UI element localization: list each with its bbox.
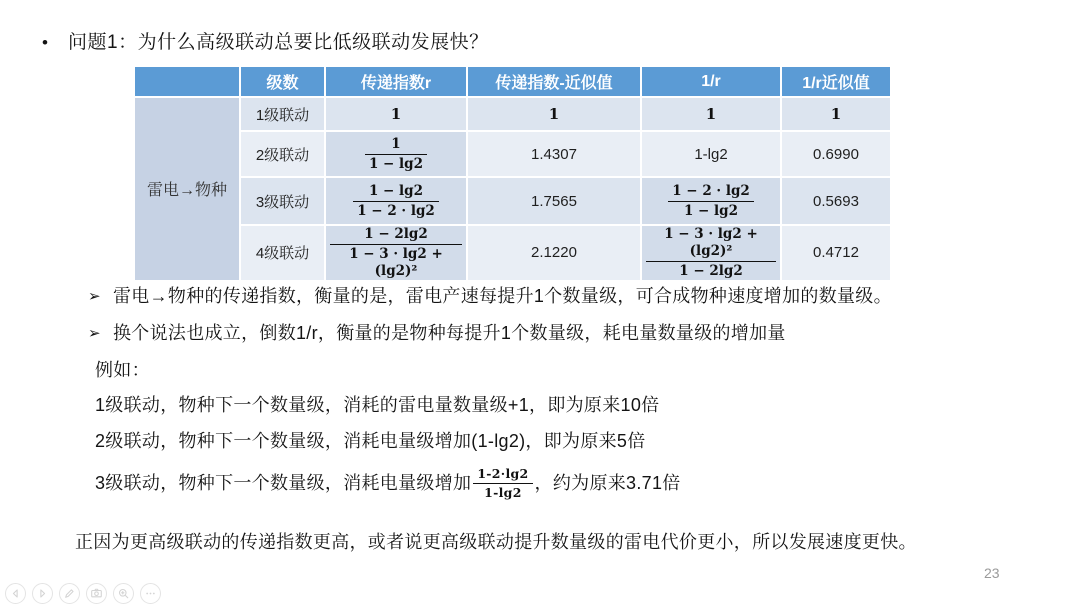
- example-line-3: [95, 466, 681, 500]
- pen-button[interactable]: [59, 583, 80, 604]
- example-line-2: 2级联动，物种下一个数量级，消耗电量级增加(1-lg2)，即为原来5倍: [95, 431, 646, 451]
- projector-icon: [87, 583, 106, 604]
- more-button[interactable]: [140, 583, 161, 604]
- inv-approx-cell: 0.6990: [782, 132, 890, 176]
- inv-cell: $\frac{\text{1 − 3 · lg2 +(lg2)²}}{1 - 2\lg 2}$: [642, 226, 780, 280]
- inv-cell: $\frac{1 - 2 \cdot \lg 2}{1 - \lg 2}$: [642, 178, 780, 224]
- bullet-line: [88, 285, 892, 308]
- col-header-level: 级数: [241, 67, 324, 96]
- table-header-row: [135, 67, 890, 96]
- slideshow-toolbar: [5, 583, 161, 604]
- page-title: 问题1：为什么高级联动总要比低级联动发展快？: [68, 32, 489, 53]
- col-header-r-approx: 传递指数-近似值: [468, 67, 640, 96]
- linkage-table: [133, 65, 892, 282]
- magnifier-icon: [114, 583, 133, 604]
- r-approx-cell: 1: [468, 98, 640, 130]
- col-header-inv-approx: 1/r近似值: [782, 67, 890, 96]
- more-icon: [141, 583, 160, 604]
- table-corner-cell: [135, 67, 239, 96]
- inv-cell: 1-lg2: [642, 132, 780, 176]
- r-cell: $\frac{1 - \lg 2}{1 - 2 \cdot \lg 2}$: [326, 178, 466, 224]
- level-cell: 3级联动: [241, 178, 324, 224]
- slide-title: [42, 31, 489, 55]
- linkage-table-container: [133, 65, 892, 282]
- table-row: [135, 226, 890, 280]
- example-line-3-prefix: 3级联动，物种下一个数量级，消耗电量级增加: [95, 472, 472, 493]
- examples-intro: 例如：: [95, 360, 150, 380]
- inv-approx-cell: 0.5693: [782, 178, 890, 224]
- row-group-label: 雷电→物种: [135, 98, 239, 280]
- table-row: [135, 178, 890, 224]
- magnifier-button[interactable]: [113, 583, 134, 604]
- inline-fraction: $\frac{1-2\cdot\lg 2}{1-\lg 2}$: [473, 466, 532, 500]
- table-row: [135, 132, 890, 176]
- pen-icon: [60, 583, 79, 604]
- previous-slide-button[interactable]: [5, 583, 26, 604]
- example-line-1: 1级联动，物种下一个数量级，消耗的雷电量数量级+1，即为原来10倍: [95, 395, 660, 415]
- projector-button[interactable]: [86, 583, 107, 604]
- table-row: [135, 98, 890, 130]
- level-cell: 2级联动: [241, 132, 324, 176]
- inv-cell: 1: [642, 98, 780, 130]
- inv-approx-cell: 1: [782, 98, 890, 130]
- col-header-r: 传递指数r: [326, 67, 466, 96]
- r-cell: 1: [326, 98, 466, 130]
- r-approx-cell: 2.1220: [468, 226, 640, 280]
- bullet-text: 雷电→物种的传递指数，衡量的是，雷电产速每提升1个数量级，可合成物种速度增加的数量级。: [113, 286, 892, 306]
- level-cell: 1级联动: [241, 98, 324, 130]
- col-header-inv: 1/r: [642, 67, 780, 96]
- r-cell: $\frac{1 - 2\lg 2}{\text{1 − 3 · lg2 +(lg2)²}}$: [326, 226, 466, 280]
- inv-approx-cell: 0.4712: [782, 226, 890, 280]
- arrow-bullet-icon: ➢: [88, 325, 101, 342]
- bullet-line: [88, 322, 786, 345]
- r-cell: $\frac{1}{1 - \lg 2}$: [326, 132, 466, 176]
- arrow-bullet-icon: ➢: [88, 288, 101, 305]
- next-slide-button[interactable]: [32, 583, 53, 604]
- r-approx-cell: 1.4307: [468, 132, 640, 176]
- example-line-3-suffix: ，约为原来3.71倍: [534, 472, 681, 493]
- r-approx-cell: 1.7565: [468, 178, 640, 224]
- level-cell: 4级联动: [241, 226, 324, 280]
- bullet-text: 换个说法也成立，倒数1/r，衡量的是物种每提升1个数量级，耗电量数量级的增加量: [113, 323, 786, 343]
- conclusion-text: 正因为更高级联动的传递指数更高，或者说更高级联动提升数量级的雷电代价更小，所以发展速度更快。: [75, 532, 917, 552]
- page-number: 23: [984, 565, 1000, 581]
- previous-slide-icon: [6, 583, 25, 604]
- title-bullet: •: [42, 33, 48, 52]
- next-slide-icon: [33, 583, 52, 604]
